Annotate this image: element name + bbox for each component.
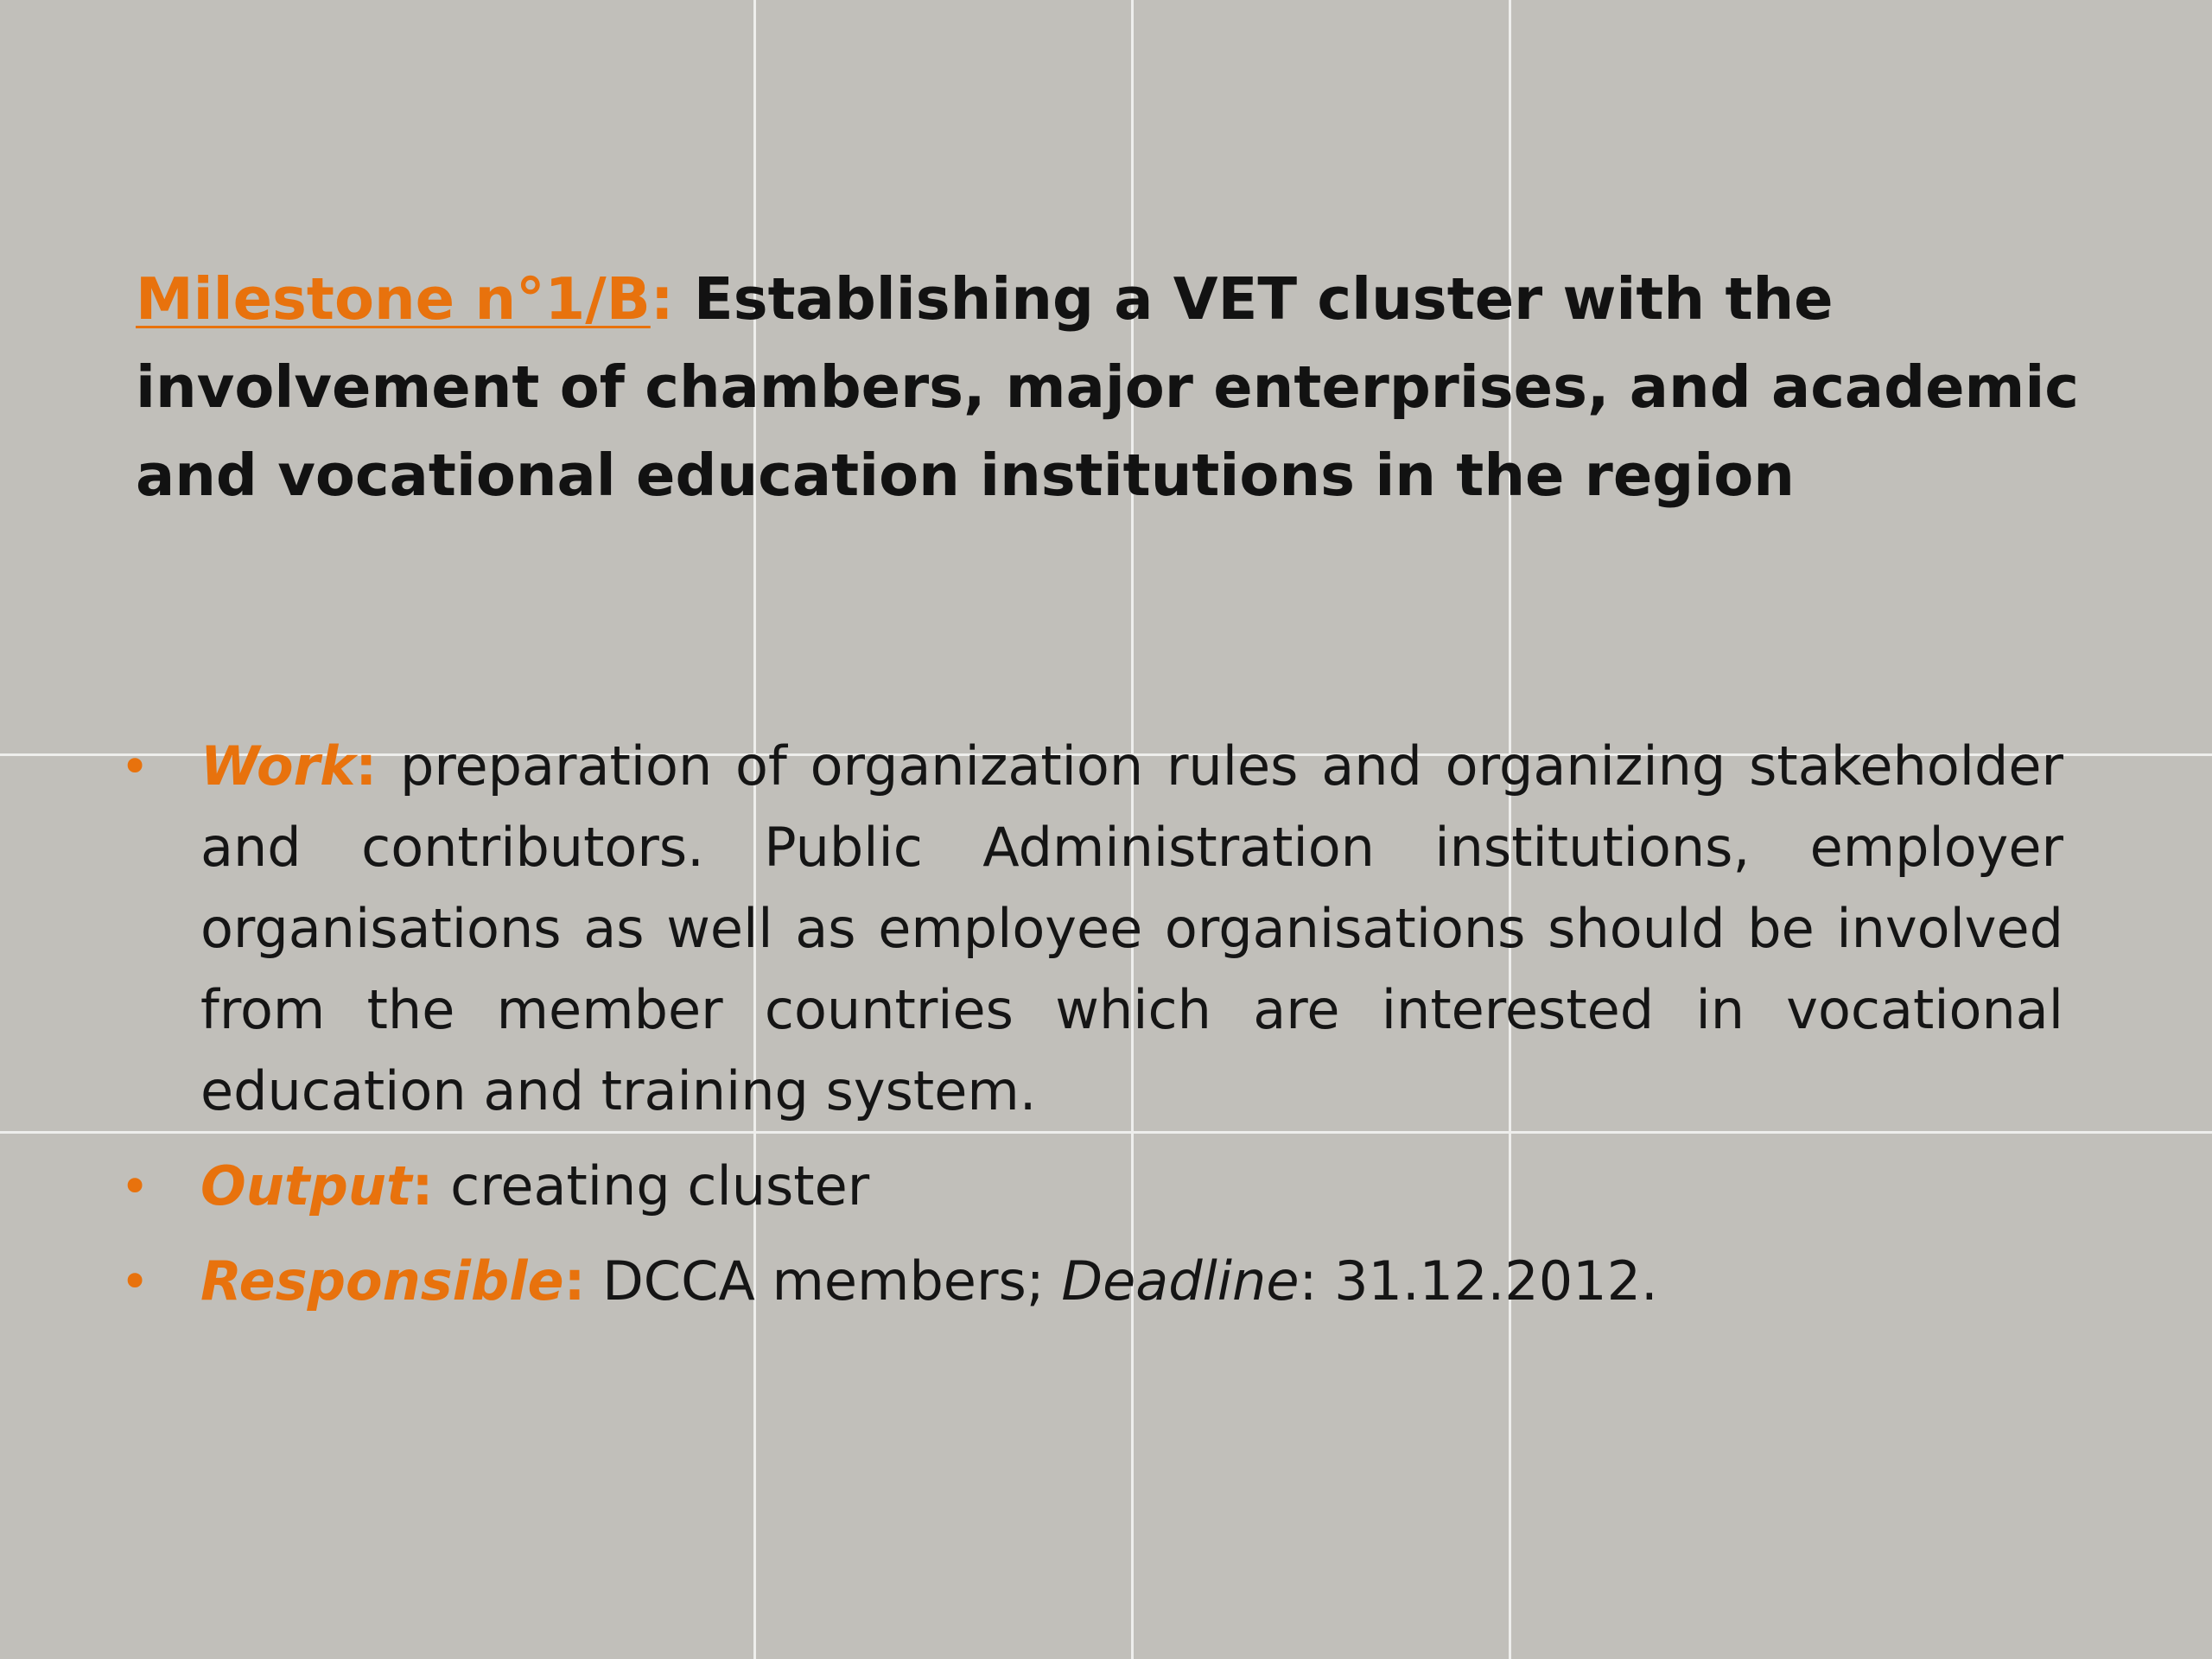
work-text: preparation of organization rules and organizing stakeholder and contributors. Public Administration institutions, employer organisations as well as employee organisations should be involved from the member countries which are interested in vocational education and training system. (200, 734, 2063, 1122)
output-label: Output (200, 1154, 412, 1217)
bullet-responsible (120, 1241, 2063, 1322)
output-text: creating cluster (433, 1154, 870, 1217)
responsible-text: DCCA members; (585, 1249, 1062, 1313)
deadline-value: : 31.12.2012. (1299, 1249, 1658, 1313)
bullet-dot-icon: • (120, 737, 150, 796)
responsible-label: Responsible (200, 1249, 564, 1313)
bullet-dot-icon: • (120, 1252, 150, 1311)
bullet-output (120, 1146, 2063, 1227)
title-text: Establishing a VET cluster with the involvement of chambers, major enterprises, and academic and vocational education institutions in the region (136, 265, 2080, 509)
work-colon: : (355, 734, 378, 798)
bullet-work (120, 726, 2063, 1132)
responsible-colon: : (563, 1249, 586, 1313)
output-colon: : (411, 1154, 434, 1217)
bullet-list (0, 726, 2212, 1322)
milestone-colon: : (650, 265, 674, 333)
bullet-dot-icon: • (120, 1157, 150, 1216)
slide-title (136, 255, 2088, 519)
work-label: Work (200, 734, 356, 798)
milestone-label: Milestone n°1/B (136, 265, 651, 333)
deadline-label: Deadline (1061, 1249, 1300, 1313)
